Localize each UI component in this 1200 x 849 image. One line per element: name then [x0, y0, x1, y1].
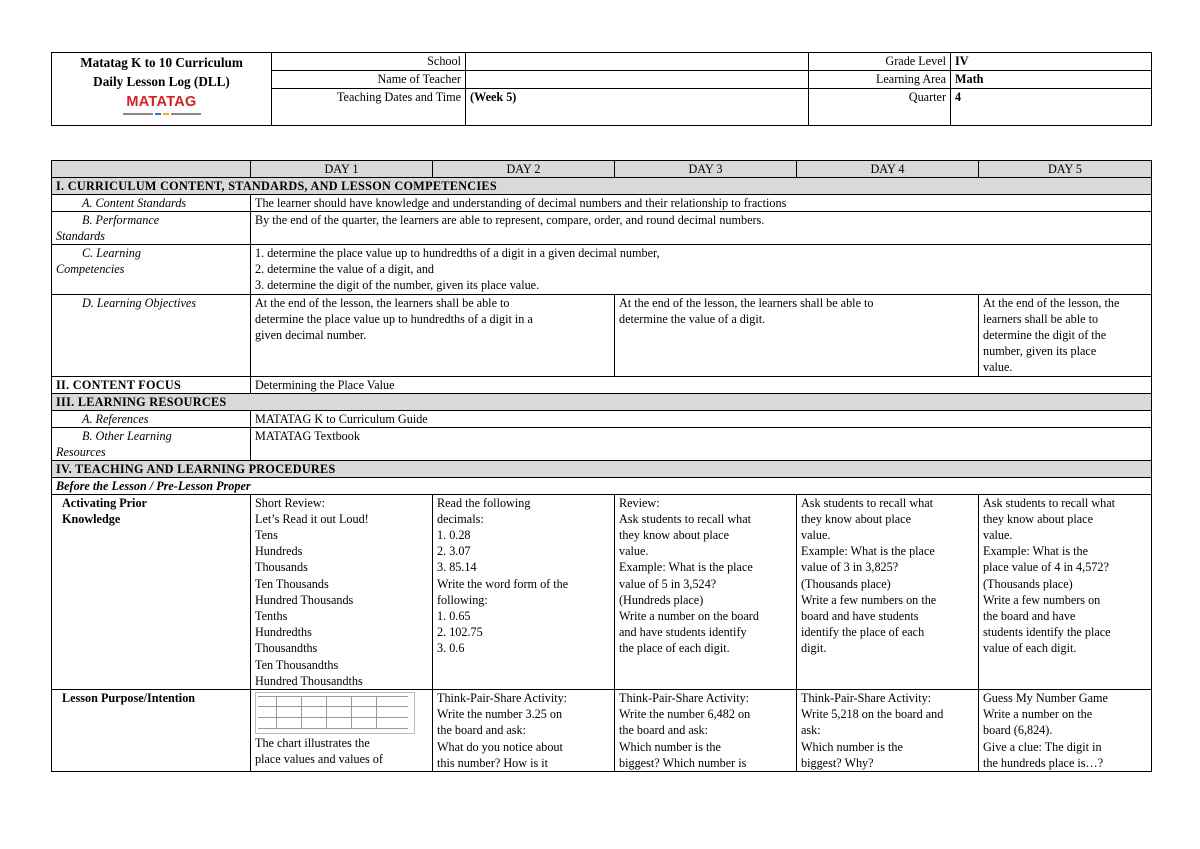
activity-line: Think-Pair-Share Activity: [437, 691, 568, 706]
objective-line: At the end of the lesson, the learners shall be able to [255, 295, 510, 310]
activating-day-5 [979, 494, 1152, 689]
activity-line: biggest? Why? [801, 755, 874, 770]
activity-line: Ten Thousandths [255, 657, 339, 672]
curriculum-title: Matatag K to 10 Curriculum [80, 55, 243, 70]
other-resources-row [52, 427, 1152, 460]
teacher-label: Name of Teacher [272, 71, 466, 89]
activity-line: board (6,824). [983, 723, 1053, 738]
activity-line: Review: [619, 495, 660, 510]
activity-line: they know about place [619, 528, 729, 543]
quarter-value: 4 [951, 89, 1152, 126]
other-resources-value: MATATAG Textbook [251, 427, 1152, 460]
activity-line: 2. 3.07 [437, 544, 471, 559]
activity-line: Tens [255, 528, 278, 543]
header-title-cell [52, 53, 272, 126]
objective-day-5 [979, 294, 1152, 376]
activity-line: board and have students [801, 609, 919, 624]
activity-line: 1. 0.65 [437, 609, 471, 624]
grade-level-label: Grade Level [809, 53, 951, 71]
activity-line: the hundreds place is…? [983, 755, 1104, 770]
activating-day-1 [251, 494, 433, 689]
teaching-dates-value: (Week 5) [466, 89, 809, 126]
content-standards-value: The learner should have knowledge and understanding of decimal numbers and their relationship to fractions [251, 195, 1152, 212]
section-content-focus: II. CONTENT FOCUS [52, 376, 251, 393]
activity-line: Ask students to recall what [983, 495, 1116, 510]
activity-line: place value of 4 in 4,572? [983, 560, 1109, 575]
activity-line: this number? How is it [437, 755, 549, 770]
day-header-row [52, 161, 1152, 178]
objective-line: At the end of the lesson, the learners shall be able to [619, 295, 874, 310]
activity-line: Hundredths [255, 625, 312, 640]
activity-line: 1. 0.28 [437, 528, 471, 543]
activity-line: Read the following [437, 495, 531, 510]
activity-line: decimals: [437, 511, 484, 526]
activity-line: 2. 102.75 [437, 625, 483, 640]
activity-line: value of 3 in 3,825? [801, 560, 899, 575]
activity-line: value of 5 in 3,524? [619, 576, 717, 591]
activity-line: Ask students to recall what [619, 511, 752, 526]
activity-line: they know about place [801, 511, 911, 526]
activity-line: the place of each digit. [619, 641, 730, 656]
header-table [51, 52, 1152, 126]
purpose-day-5 [979, 690, 1152, 772]
references-label: A. References [82, 411, 149, 426]
activity-line: (Thousands place) [801, 576, 891, 591]
activity-line: biggest? Which number is [619, 755, 747, 770]
activity-line: Hundreds [255, 544, 303, 559]
activity-line: Example: What is the [983, 544, 1089, 559]
activity-line: Hundred Thousandths [255, 673, 363, 688]
activating-label-line2: Knowledge [62, 511, 121, 526]
school-label: School [272, 53, 466, 71]
activity-line: Which number is the [801, 739, 903, 754]
activity-line: 3. 0.6 [437, 641, 465, 656]
content-focus-value: Determining the Place Value [251, 376, 1152, 393]
day-5-header: DAY 5 [979, 161, 1152, 178]
activating-row [52, 494, 1152, 689]
purpose-day-1 [251, 690, 433, 772]
activity-line: Think-Pair-Share Activity: [801, 691, 932, 706]
school-value [466, 53, 809, 71]
other-resources-label-line1: B. Other Learning [82, 428, 172, 443]
activating-day-3 [615, 494, 797, 689]
day-4-header: DAY 4 [797, 161, 979, 178]
activity-line: Which number is the [619, 739, 721, 754]
purpose-day-2 [433, 690, 615, 772]
activity-line: Write a few numbers on the [801, 592, 937, 607]
day-2-header: DAY 2 [433, 161, 615, 178]
other-resources-label-line2: Resources [56, 444, 106, 459]
matatag-logo: MATATAG [126, 94, 197, 110]
activity-line: Write the word form of the [437, 576, 569, 591]
activity-line: Write the number 3.25 on [437, 707, 563, 722]
section-procedures: IV. TEACHING AND LEARNING PROCEDURES [52, 460, 1152, 477]
activity-line: Tenths [255, 609, 288, 624]
objectives-row [52, 294, 1152, 376]
activity-line: digit. [801, 641, 827, 656]
activity-line: Thousandths [255, 641, 318, 656]
activating-day-2 [433, 494, 615, 689]
section-curriculum: I. CURRICULUM CONTENT, STANDARDS, AND LESSON COMPETENCIES [52, 178, 1152, 195]
corner-cell [52, 161, 251, 178]
objective-line: determine the value of a digit. [619, 311, 766, 326]
activity-line: Ask students to recall what [801, 495, 934, 510]
activity-line: ask: [801, 723, 821, 738]
activity-line: Guess My Number Game [983, 691, 1108, 706]
content-standards-row [52, 195, 1152, 212]
content-standards-label: A. Content Standards [82, 196, 187, 210]
activity-line: Think-Pair-Share Activity: [619, 691, 750, 706]
purpose-day-4 [797, 690, 979, 772]
activity-line: (Thousands place) [983, 576, 1073, 591]
activity-line: (Hundreds place) [619, 592, 704, 607]
activity-line: Write the number 6,482 on [619, 707, 751, 722]
learning-area-label: Learning Area [809, 71, 951, 89]
competency-item: 1. determine the place value up to hundredths of a digit in a given decimal number, [255, 246, 660, 260]
activity-line: place values and values of [255, 752, 383, 767]
activity-line: Example: What is the place [801, 544, 935, 559]
objective-line: determine the place value up to hundredths of a digit in a [255, 311, 533, 326]
purpose-row [52, 690, 1152, 772]
activity-line: The chart illustrates the [255, 736, 370, 751]
activity-line: Short Review: [255, 495, 326, 510]
activating-label-line1: Activating Prior [62, 495, 147, 510]
references-row [52, 410, 1152, 427]
before-lesson-heading: Before the Lesson / Pre-Lesson Proper [52, 477, 1152, 494]
competencies-row [52, 245, 1152, 295]
activity-line: Hundred Thousands [255, 592, 354, 607]
objective-line: number, given its place [983, 344, 1097, 359]
activity-line: the board and have [983, 609, 1076, 624]
activity-line: Ten Thousands [255, 576, 329, 591]
activity-line: the board and ask: [619, 723, 709, 738]
activity-line: Thousands [255, 560, 308, 575]
activity-line: Example: What is the place [619, 560, 753, 575]
objective-line: given decimal number. [255, 328, 367, 343]
activating-day-4 [797, 494, 979, 689]
dll-title: Daily Lesson Log (DLL) [93, 74, 230, 89]
performance-label-line2: Standards [56, 229, 105, 243]
performance-standards-value: By the end of the quarter, the learners are able to represent, compare, order, and round decimal numbers. [251, 212, 1152, 245]
purpose-day-3 [615, 690, 797, 772]
activity-line: 3. 85.14 [437, 560, 477, 575]
activity-line: value. [983, 528, 1013, 543]
performance-label-line1: B. Performance [82, 213, 160, 227]
objective-line: value. [983, 360, 1013, 375]
activity-line: Write a few numbers on [983, 592, 1101, 607]
objective-line: determine the digit of the [983, 328, 1107, 343]
activity-line: Let’s Read it out Loud! [255, 511, 369, 526]
activity-line: What do you notice about [437, 739, 563, 754]
objective-line: At the end of the lesson, the [983, 295, 1120, 310]
performance-standards-row [52, 212, 1152, 245]
objective-line: learners shall be able to [983, 311, 1099, 326]
place-value-chart-icon [255, 692, 415, 734]
competencies-label-line2: Competencies [56, 262, 125, 276]
teacher-value [466, 71, 809, 89]
activity-line: identify the place of each [801, 625, 925, 640]
activity-line: value of each digit. [983, 641, 1077, 656]
logo-tagline-icon [117, 111, 207, 116]
competency-item: 3. determine the digit of the number, given its place value. [255, 278, 540, 293]
activity-line: the board and ask: [437, 723, 527, 738]
activity-line: value. [801, 528, 831, 543]
activity-line: they know about place [983, 511, 1093, 526]
competency-item: 2. determine the value of a digit, and [255, 262, 435, 277]
competencies-label-line1: C. Learning [82, 246, 141, 260]
activity-line: and have students identify [619, 625, 747, 640]
day-3-header: DAY 3 [615, 161, 797, 178]
purpose-label: Lesson Purpose/Intention [52, 690, 251, 772]
lesson-log-table [51, 160, 1152, 772]
competencies-value [251, 245, 1152, 295]
activity-line: Write a number on the [983, 707, 1093, 722]
section-resources: III. LEARNING RESOURCES [52, 393, 1152, 410]
activity-line: following: [437, 592, 488, 607]
objectives-label: D. Learning Objectives [82, 295, 197, 310]
references-value: MATATAG K to Curriculum Guide [251, 410, 1152, 427]
objective-days-3-4 [615, 294, 979, 376]
activity-line: students identify the place [983, 625, 1111, 640]
grade-level-value: IV [951, 53, 1152, 71]
teaching-dates-label: Teaching Dates and Time [272, 89, 466, 126]
objective-days-1-2 [251, 294, 615, 376]
content-focus-row [52, 376, 1152, 393]
quarter-label: Quarter [809, 89, 951, 126]
learning-area-value: Math [951, 71, 1152, 89]
activity-line: value. [619, 544, 649, 559]
activity-line: Give a clue: The digit in [983, 739, 1102, 754]
activity-line: Write 5,218 on the board and [801, 707, 944, 722]
activity-line: Write a number on the board [619, 609, 759, 624]
day-1-header: DAY 1 [251, 161, 433, 178]
